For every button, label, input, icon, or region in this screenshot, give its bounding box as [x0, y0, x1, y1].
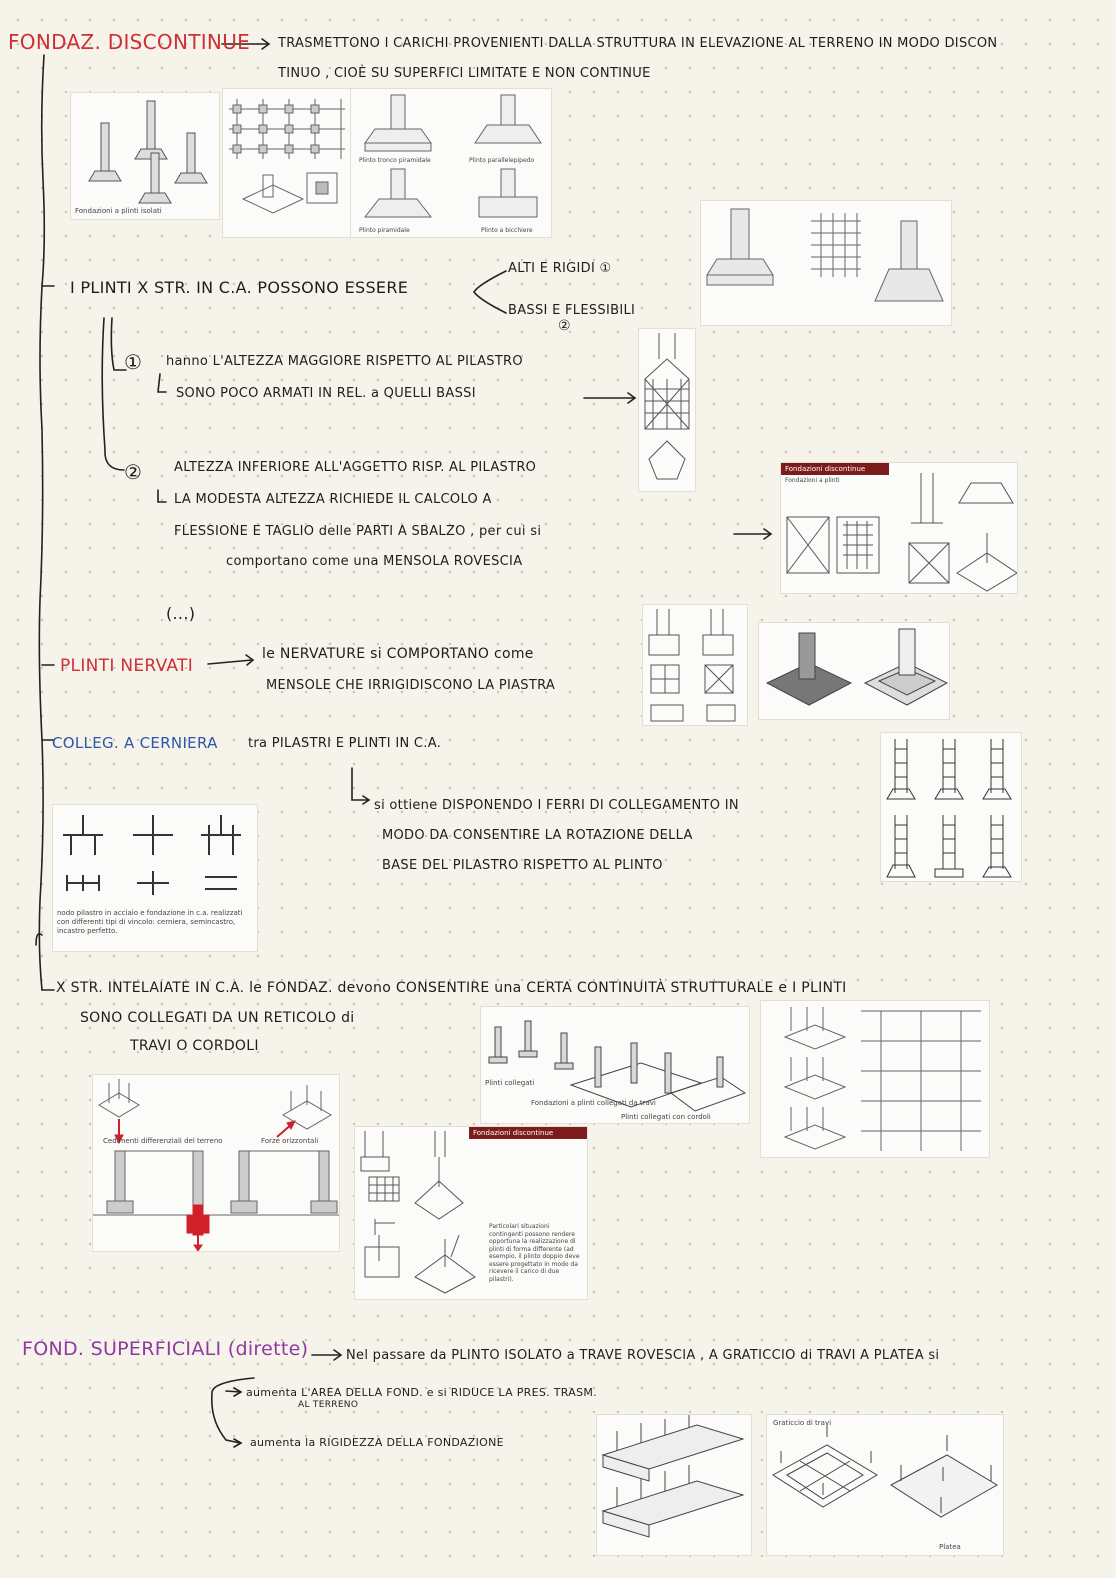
image-cedimenti-differenziali — [92, 1074, 340, 1252]
caption-nodo-pilastro: nodo pilastro in acciaio e fondazione in c.a. realizzati con differenti tipi di vincolo: cerniera, semincastro, incastro perfetto. — [57, 909, 243, 935]
image-graticcio-platea — [766, 1414, 1004, 1556]
intelaiate-desc-2: SONO COLLEGATI DA UN RETICOLO di — [80, 1010, 355, 1026]
image-nodo-pilastro — [52, 804, 258, 952]
plinti-bassi-desc-4: comportano come una MENSOLA ROVESCIA — [226, 554, 523, 569]
label-platea: Platea — [939, 1543, 961, 1551]
title-fondaz-discontinue: FONDAZ. DISCONTINUE — [8, 30, 251, 54]
label-cedimenti: Cedimenti differenziali del terreno — [103, 1137, 223, 1145]
image-plinti-particolari — [354, 1126, 588, 1300]
label-graticcio: Graticcio di travi — [773, 1419, 832, 1427]
intelaiate-desc-1: X STR. INTELAIATE IN C.A. le FONDAZ. devono CONSENTIRE una CERTA CONTINUITÀ STRUTTURALE e I PLINTI — [56, 980, 847, 996]
image-plinti-nervati-sezioni — [642, 604, 748, 726]
image-cordoli-armature — [760, 1000, 990, 1158]
plinti-bassi-desc-3: FLESSIONE E TAGLIO delle PARTI A SBALZO , per cui si — [174, 524, 542, 539]
caption-fondazioni-plinti: Fondazioni a plinti — [785, 477, 840, 484]
superficiali-bullet-1: aumenta L'AREA DELLA FOND. e si RIDUCE LA PRES. TRASM. — [246, 1386, 597, 1399]
image-plinto-armatura — [700, 200, 952, 326]
caption-particolari: Particolari situazioni contingenti possono rendere opportuna la realizzazione di plinti di forma differente (ad esempio, il plinto doppio deve essere progettato in modo da ricevere il carico di due pilastri). — [489, 1223, 580, 1283]
image-plinti-nervati-3d — [758, 622, 950, 720]
cerniera-desc-2: MODO DA CONSENTIRE LA ROTAZIONE DELLA — [382, 828, 693, 843]
plinti-bassi-desc-2: LA MODESTA ALTEZZA RICHIEDE IL CALCOLO A — [174, 492, 492, 507]
image-plinti-isolati — [70, 92, 220, 220]
plinti-bassi: BASSI E FLESSIBILI — [508, 303, 636, 318]
ellipsis: (...) — [166, 604, 196, 623]
plinti-bassi-number: ② — [558, 318, 571, 334]
caption-piramidale: Plinto piramidale — [359, 227, 410, 234]
plinti-bassi-desc-1: ALTEZZA INFERIORE ALL'AGGETTO RISP. AL PILASTRO — [174, 460, 537, 475]
image-tipi-plinto — [350, 88, 552, 238]
caption-plinti-isolati: Fondazioni a plinti isolati — [75, 207, 162, 215]
cerniera-desc-1: si ottiene DISPONENDO I FERRI DI COLLEGAMENTO IN — [374, 798, 739, 813]
caption-plinti-collegati-2: Fondazioni a plinti collegati da travi — [531, 1099, 656, 1107]
superficiali-bullet-2: aumenta la RIGIDEZZA DELLA FONDAZIONE — [250, 1436, 504, 1449]
cerniera-desc-3: BASE DEL PILASTRO RISPETTO AL PLINTO — [382, 858, 663, 873]
title-plinti-nervati: PLINTI NERVATI — [60, 656, 194, 676]
banner-fondazioni-discontinue: Fondazioni discontinue — [781, 463, 889, 475]
caption-parallelepipedo: Plinto parallelepipedo — [469, 157, 535, 164]
image-fondazioni-discontinue — [780, 462, 1018, 594]
nervati-desc-1: le NERVATURE si COMPORTANO come — [262, 646, 534, 662]
caption-plinti-collegati-3: Plinti collegati con cordoli — [621, 1113, 711, 1121]
marker-2: ② — [124, 460, 143, 484]
plinti-alti-desc-2: SONO POCO ARMATI IN REL. a QUELLI BASSI — [176, 386, 476, 401]
nervati-desc-2: MENSOLE CHE IRRIGIDISCONO LA PIASTRA — [266, 678, 556, 693]
plinti-alti: ALTI E RIGIDI ① — [508, 261, 612, 276]
marker-1: ① — [124, 350, 143, 374]
image-plinti-collegati — [480, 1006, 750, 1124]
caption-plinti-collegati-1: Plinti collegati — [485, 1079, 535, 1087]
image-plinti-planimetria — [222, 88, 352, 238]
caption-bicchiere: Plinto a bicchiere — [481, 227, 533, 234]
title-fond-superficiali: FOND. SUPERFICIALI (dirette) — [22, 1338, 309, 1360]
intelaiate-desc-3: TRAVI O CORDOLI — [130, 1038, 259, 1054]
image-travi-rovesce — [596, 1414, 752, 1556]
title-collegamento-cerniera: COLLEG. A CERNIERA — [52, 734, 218, 752]
image-plinto-alto — [638, 328, 696, 492]
discontinue-desc-1: TRASMETTONO I CARICHI PROVENIENTI DALLA STRUTTURA IN ELEVAZIONE AL TERRENO IN MODO DISCON — [278, 36, 998, 51]
superficiali-bullet-1b: AL TERRENO — [298, 1400, 359, 1410]
plinti-alti-desc-1: hanno L'ALTEZZA MAGGIORE RISPETTO AL PILASTRO — [166, 354, 523, 369]
plinti-intro: I PLINTI X STR. IN C.A. POSSONO ESSERE — [70, 278, 409, 297]
banner-fondazioni-discontinue-2: Fondazioni discontinue — [469, 1127, 587, 1139]
image-armature-collegamento — [880, 732, 1022, 882]
discontinue-desc-2: TINUO , CIOÈ SU SUPERFICI LIMITATE E NON CONTINUE — [278, 66, 651, 81]
superficiali-desc: Nel passare da PLINTO ISOLATO a TRAVE ROVESCIA , A GRATICCIO di TRAVI A PLATEA si — [346, 1348, 940, 1363]
caption-tronco-piramidale: Plinto tronco piramidale — [359, 157, 431, 164]
cerniera-rest: tra PILASTRI E PLINTI IN C.A. — [248, 736, 442, 751]
label-forze-orizzontali: Forze orizzontali — [261, 1137, 319, 1145]
